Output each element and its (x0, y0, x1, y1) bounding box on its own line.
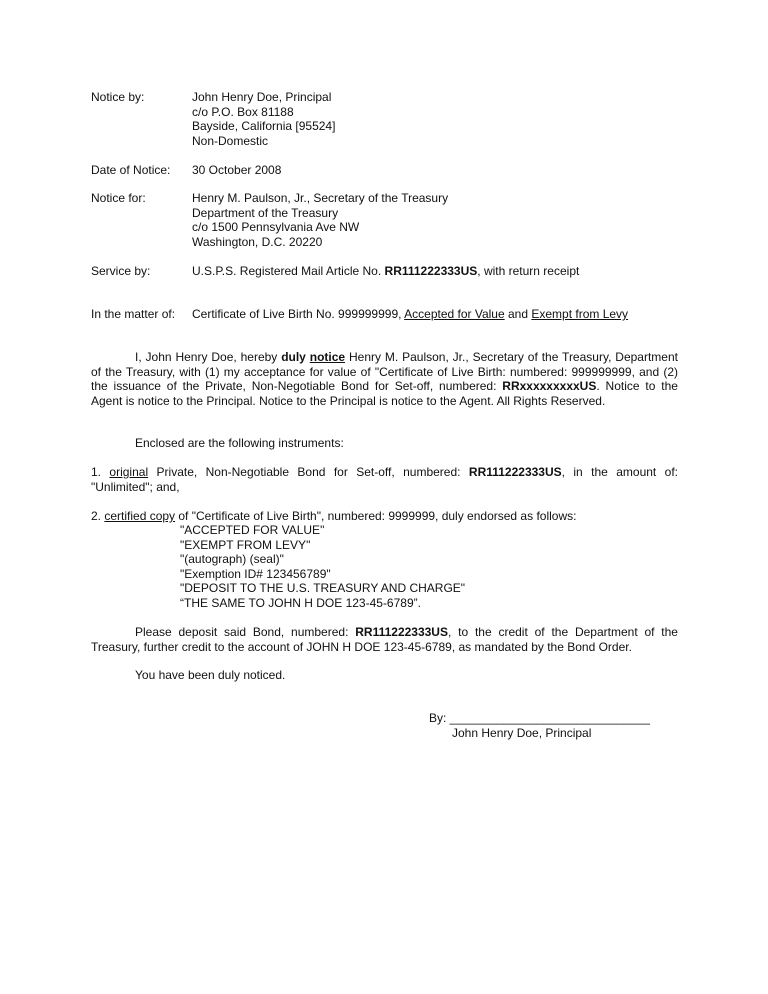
notice-by-label: Notice by: (91, 90, 145, 104)
date-of-notice-value: 30 October 2008 (192, 163, 282, 177)
item-1 (91, 465, 678, 494)
notice-by-line: John Henry Doe, Principal (192, 90, 332, 104)
duly-word: duly (281, 350, 306, 364)
notice-by-line: Non-Domestic (192, 133, 269, 148)
notice-paragraph (91, 350, 678, 409)
signature-line: By: ______________________________ (429, 711, 650, 725)
deposit-paragraph (91, 625, 678, 654)
item-1-bond: RR111222333US (468, 465, 562, 479)
p1-text-a: I, John Henry Doe, hereby (135, 350, 282, 364)
notice-for-label: Notice for: (91, 191, 146, 205)
endorsement-line: "ACCEPTED FOR VALUE" (180, 523, 325, 537)
service-by-label: Service by: (91, 264, 151, 278)
endorsement-line: "EXEMPT FROM LEVY" (180, 537, 311, 552)
service-by-suffix: , with return receipt (477, 264, 580, 278)
bond-placeholder: RRxxxxxxxxxUS (502, 379, 597, 394)
notice-by-line: Bayside, California [95524] (192, 119, 336, 133)
notice-for-value (192, 191, 448, 249)
deposit-text-b: , to the credit of the Department of the Treasury, further credit to the account of JOHN H DOE 123-45-6789, as mandated by the Bond Order. (91, 625, 678, 654)
matter-and: and (504, 307, 532, 321)
service-by-value (192, 264, 579, 279)
item-1-text-b: , in the amount of: "Unlimited"; and, (91, 465, 679, 494)
item-2 (91, 509, 678, 524)
notice-for-line: Henry M. Paulson, Jr., Secretary of the Treasury (192, 191, 449, 205)
p1-text-c: . Notice to the Agent is notice to the Principal. Notice to the Principal is notice to the Agent. All Rights Reserved. (91, 379, 678, 409)
enclosed-paragraph: Enclosed are the following instruments: (135, 436, 344, 450)
endorsement-line: "DEPOSIT TO THE U.S. TREASURY AND CHARGE" (180, 581, 466, 595)
endorsement-line: "Exemption ID# 123456789" (180, 566, 331, 581)
exempt-from-levy: Exempt from Levy (531, 307, 629, 321)
article-number: RR111222333US (384, 264, 478, 278)
matter-value (192, 307, 628, 322)
notice-by-line: c/o P.O. Box 81188 (192, 104, 294, 119)
item-1-number: 1. (91, 465, 110, 479)
original-word: original (109, 465, 149, 479)
accepted-for-value: Accepted for Value (404, 307, 505, 321)
matter-label: In the matter of: (91, 307, 176, 321)
noticed-paragraph: You have been duly noticed. (135, 668, 286, 682)
deposit-bond: RR111222333US (355, 625, 448, 639)
p1-text-b: Henry M. Paulson, Jr., Secretary of the Treasury, Department of the Treasury, with (1) my acceptance for value of "Certificate of Live Birth: numbered: 999999999, and (2) the issuance of the Private, Non-Negotiable Bond for Set-off, numbered: (91, 350, 678, 394)
endorsement-list (180, 523, 465, 610)
service-by-prefix: U.S.P.S. Registered Mail Article No. (192, 264, 385, 278)
matter-prefix: Certificate of Live Birth No. 999999999, (192, 307, 405, 321)
notice-for-line: Washington, D.C. 20220 (192, 234, 323, 249)
notice-word: notice (309, 350, 346, 364)
notice-for-line: c/o 1500 Pennsylvania Ave NW (192, 220, 360, 234)
endorsement-line: "(autograph) (seal)" (180, 552, 284, 566)
date-of-notice-label: Date of Notice: (91, 163, 171, 177)
item-1-text-a: Private, Non-Negotiable Bond for Set-off, numbered: (148, 465, 469, 479)
item-2-number: 2. (91, 509, 105, 523)
notice-for-line: Department of the Treasury (192, 205, 339, 220)
notice-by-value (192, 90, 335, 148)
deposit-text-a: Please deposit said Bond, numbered: (135, 625, 356, 639)
certified-copy: certified copy (104, 509, 176, 523)
item-2-text: of "Certificate of Live Birth", numbered: 9999999, duly endorsed as follows: (175, 509, 577, 523)
endorsement-line: “THE SAME TO JOHN H DOE 123-45-6789”. (180, 595, 421, 610)
signature-block (429, 711, 650, 740)
signer-name: John Henry Doe, Principal (452, 725, 592, 740)
